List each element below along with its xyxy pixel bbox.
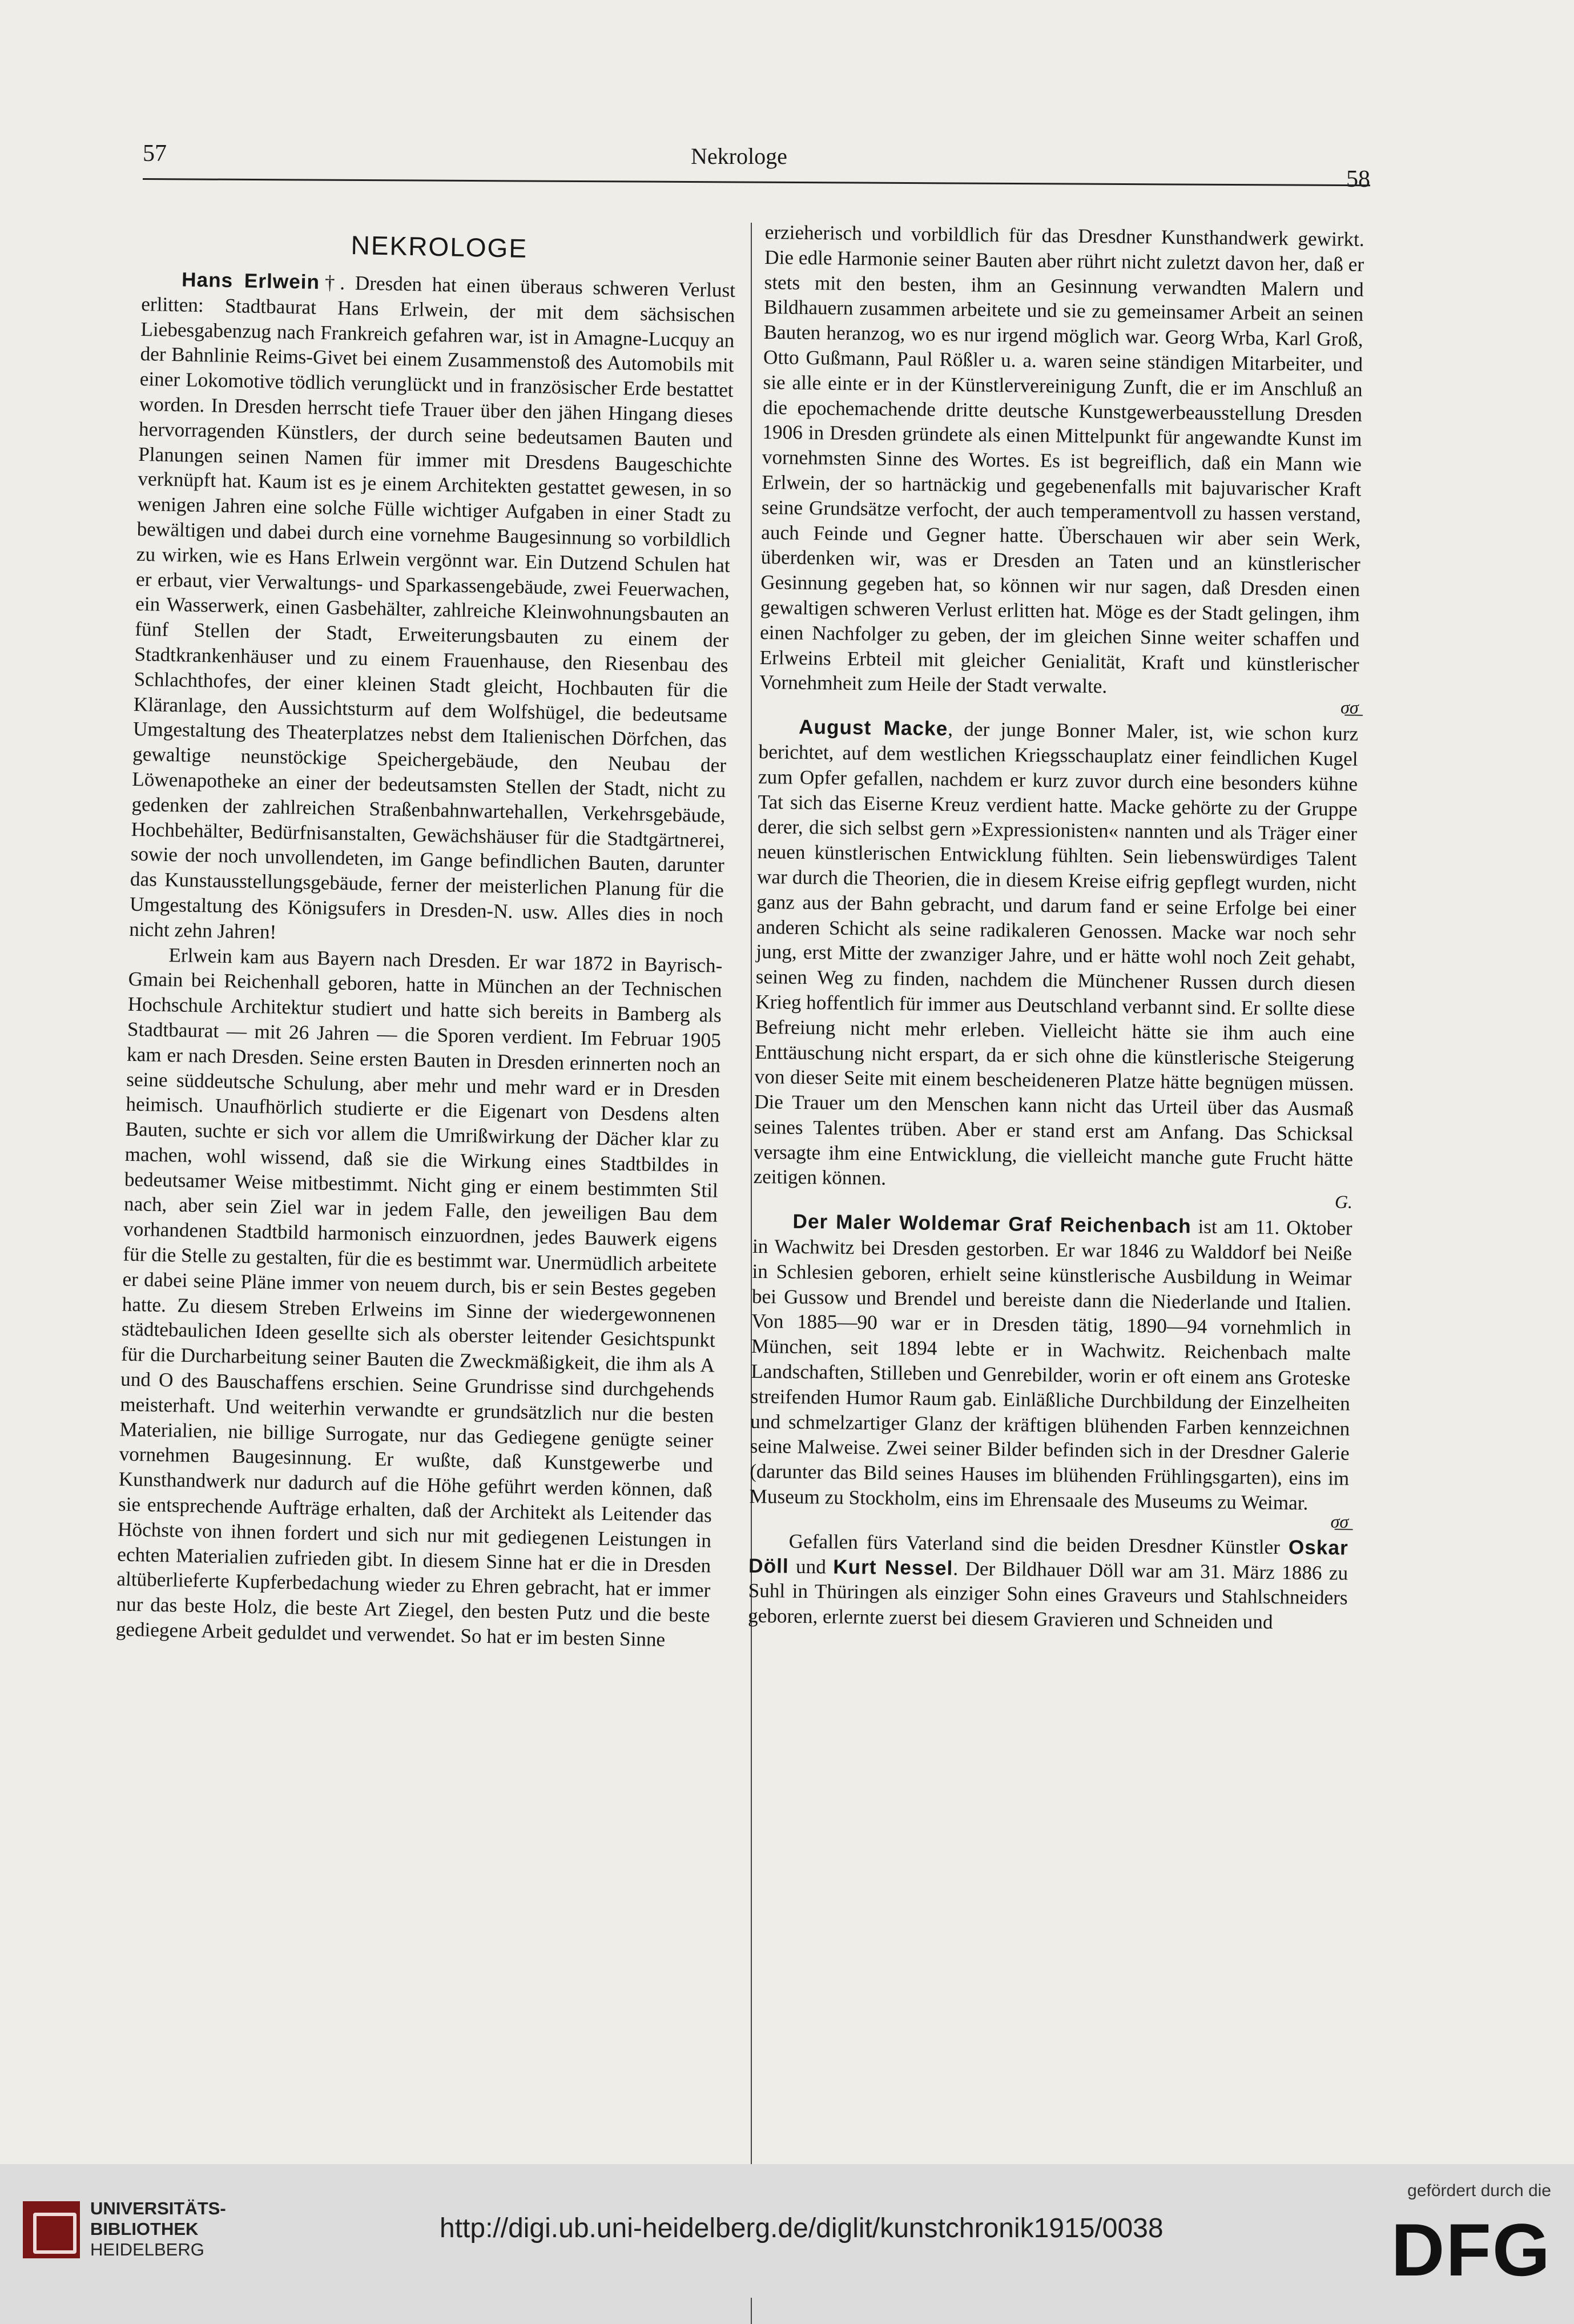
signature-mark: σ̲σ̲ bbox=[1330, 1511, 1349, 1532]
running-title: Nekrologe bbox=[691, 143, 787, 169]
page-number-left: 57 bbox=[143, 140, 167, 167]
obituary-name: Hans Erlwein bbox=[181, 268, 320, 293]
obituary-name: August Macke bbox=[798, 715, 948, 741]
viewer-footer bbox=[0, 2164, 1574, 2298]
library-name-line: HEIDELBERG bbox=[90, 2239, 204, 2259]
page-number-right: 58 bbox=[1346, 166, 1370, 192]
funding-note: gefördert durch die bbox=[1407, 2181, 1551, 2200]
library-name-line: BIBLIOTHEK bbox=[90, 2219, 199, 2239]
obituary-erlwein-p2 bbox=[115, 942, 722, 1653]
dagger-mark: †. bbox=[319, 271, 345, 294]
obituary-erlwein-p1 bbox=[129, 267, 736, 953]
right-column bbox=[748, 220, 1364, 1636]
library-emblem-icon bbox=[23, 2201, 80, 2258]
paragraph-text: und bbox=[788, 1555, 834, 1578]
library-name-line: UNIVERSITÄTS- bbox=[90, 2198, 226, 2218]
left-column bbox=[115, 226, 736, 1653]
obituary-macke bbox=[753, 714, 1358, 1197]
section-title: NEKROLOGE bbox=[351, 230, 528, 263]
paragraph-text: . Der Bildhauer Döll war am 31. März 1886 zu Suhl in Thüringen als einziger Sohn eines Graveurs und Stahlschneiders geboren, erlernte zuerst bei diesem Gravieren und Schneiden und bbox=[747, 1557, 1348, 1634]
paragraph-text: , der junge Bonner Maler, ist, wie schon kurz berichtet, auf dem westlichen Kriegsschauplatz einer feindlichen Kugel zum Opfer gefallen, nachdem er kurz zuvor durch eine besonders kühne Tat sich das Eiserne Kreuz verdient hatte. Macke gehörte zu der Gruppe derer, die sich selbst gern »Expressionisten« nannten und als Träger einer neuen künstlerischen Entwicklung fühlten. Sein liebenswürdiges Talent war durch die Theorien, die in diesem Kreise eifrig gepflegt wurden, nicht ganz aus der Bahn gebracht, und darum fand er seine Erfolge bei einer anderen Schicht als seine radikaleren Genossen. Macke war noch sehr jung, erst Mitte der zwanziger Jahre, und er hätte wohl noch Zeit gehabt, seinen Weg zu finden, nachdem die Münchener Russen durch diesen Krieg hoffentlich für immer aus Deutschland verbannt sind. Er sollte diese Befreiung nicht mehr erleben. Vielleicht hätte sie ihm auch eine Enttäuschung nicht erspart, da er sich ohne die künstlerische Steigerung von dieser Seite mit einem bescheideneren Platze hätte begnügen müssen. Die Trauer um den Menschen kann nicht das Urteil über das Ausmaß seines Talentes trüben. Aber er stand erst am Anfang. Das Schicksal versagte ihm eine Entwicklung, die vielleicht manche gute Frucht hätte zeitigen können. bbox=[753, 718, 1359, 1190]
paragraph-text: Dresden hat einen überaus schweren Verlust erlitten: Stadtbaurat Hans Erlwein, der mit dem sächsischen Liebesgabenzug nach Frankreich gefahren war, ist in Amagne-Lucquy an der Bahnlinie Reims-Givet bei einem Zusammenstoß des Automobils mit einer Lokomotive tödlich verunglückt und in französischer Erde bestattet worden. In Dresden herrscht tiefe Trauer über den jähen Hingang dieses hervorragenden Künstlers, der durch seine bedeutsamen Bauten und Planungen seinen Namen für immer mit Dresdens Baugeschichte verknüpft hat. Kaum ist es je einem Architekten gestattet gewesen, in so wenigen Jahren eine solche Fülle wichtiger Aufgaben in einer Stadt zu bewältigen und dabei durch eine vornehme Baugesinnung so vorbildlich zu wirken, wie es Hans Erlwein vergönnt war. Ein Dutzend Schulen hat er erbaut, vier Verwaltungs- und Sparkassengebäude, zwei Feuerwachen, ein Wasserwerk, einen Gasbehälter, zahlreiche Kleinwohnungsbauten an fünf Stellen der Stadt, Erweiterungsbauten zu einem der Stadtkrankenhäuser und zu einem Frauenhause, den Riesenbau des Schlachthofes, der einer kleinen Stadt gleicht, Hochbauten für die Kläranlage, den Aussichtsturm auf dem Wolfshügel, die bedeutsame Umgestaltung des Theaterplatzes nebst dem Italienischen Dörfchen, das gewaltige neunstöckige Speichergebäude, den Neubau der Löwenapotheke an einer der bedeutsamsten Stellen der Stadt, nicht zu gedenken der zahlreichen Straßenbahnwartehallen, Verkehrsgebäude, Hochbehälter, Bedürfnisanstalten, Gewächshäuser für die Stadtgärtnerei, sowie der noch unvollendeten, im Gange befindlichen Bauten, darunter das Kunstausstellungsgebäude, ferner der meisterlichen Planung für die Umgestaltung des Königsufers in Dresden-N. usw. Alles dies in noch nicht zehn Jahren! bbox=[128, 271, 736, 943]
obituary-name: Der Maler Woldemar Graf Reichenbach bbox=[792, 1211, 1191, 1238]
library-logo[interactable] bbox=[23, 2198, 308, 2267]
obituary-name: Kurt Nessel bbox=[832, 1555, 953, 1579]
paragraph-text: erzieherisch und vorbildlich für das Dresdner Kunsthandwerk gewirkt. Die edle Harmonie seiner Bauten aber rührt nicht zuletzt davon her, daß er stets mit den besten, ihm an Gesinnung verwandten Malern und Bildhauern zusammen arbeitete und sie zu gemeinsamer Arbeit an seinen Bauten heranzog, wo es nur irgend möglich war. Georg Wrba, Karl Groß, Otto Gußmann, Paul Rößler u. a. waren seine ständigen Mitarbeiter, und sie alle einte er in der Künstlervereinigung Zunft, die er im Anschluß an die epochemachende dritte deutsche Kunstgewerbeausstellung Dresden 1906 in Dresden gründete als einen Mittelpunkt für angewandte Kunst im vornehmsten Sinne des Wortes. Es ist begreiflich, daß ein Mann wie Erlwein, der so hartnäckig und gegebenenfalls mit bajuvarischer Kraft seine Grundsätze verfocht, der auch temperamentvoll zu hassen verstand, auch Feinde und Gegner hatte. Überschauen wir aber sein Werk, überdenken wir, was er Dresden an Taten und an künstlerischer Gesinnung gegeben hat, so können wir nur sagen, daß Dresden einen gewaltigen schweren Verlust erlitten hat. Möge es der Stadt gelingen, ihm einen Nachfolger zu geben, der im gleichen Sinne weiter schaffen und Erlweins Erbteil mit gleicher Genialität, Kraft und künstlerischer Vornehmheit zum Heile der Stadt verwalte. bbox=[759, 220, 1364, 698]
paragraph-text: ist am 11. Oktober in Wachwitz bei Dresden gestorben. Er war 1846 zu Walddorf bei Neiße in Schlesien geboren, erhielt seine künstlerische Ausbildung in Weimar bei Gussow und Brendel und bereiste dann die Niederlande und Italien. Von 1885—90 war er in Dresden tätig, 1890—94 vornehmlich in München, seit 1894 lebte er in Wachwitz. Reichenbach malte Landschaften, Stilleben und Genrebilder, worin er oft einem ans Groteske streifenden Humor Raum gab. Einläßliche Durchbildung der Einzelheiten und schmelzartiger Glanz der kräftigen blühenden Farben kennzeichnen seine Malweise. Zwei seiner Bilder befinden sich in der Dresdner Galerie (darunter das Bild seines Hauses im blühenden Frühlingsgarten), eins im Museum zu Stockholm, eins im Ehrensaale des Museums zu Weimar. bbox=[749, 1215, 1352, 1514]
paragraph-text: Gefallen fürs Vaterland sind die beiden Dresdner Künstler bbox=[788, 1530, 1289, 1559]
obituary-doell-nessel bbox=[748, 1529, 1348, 1636]
library-name bbox=[90, 2198, 226, 2260]
dfg-logo[interactable]: DFG bbox=[1391, 2208, 1551, 2291]
obituary-name: Oskar Döll bbox=[748, 1536, 1348, 1578]
signature-initial: G. bbox=[1334, 1191, 1353, 1212]
source-url-link[interactable]: http://digi.ub.uni-heidelberg.de/diglit/kunstchronik1915/0038 bbox=[440, 2213, 1164, 2243]
obituary-erlwein-p3 bbox=[759, 220, 1364, 702]
obituary-reichenbach bbox=[749, 1209, 1352, 1516]
paragraph-text: Erlwein kam aus Bayern nach Dresden. Er war 1872 in Bayrisch-Gmain bei Reichenhall geboren, hatte in München an der Technischen Hochschule Architektur studiert und hatte sich bereits in Bamberg als Stadtbaurat — mit 26 Jahren — die Sporen verdient. Im Februar 1905 kam er nach Dresden. Seine ersten Bauten in Dresden erinnerten noch an seine süddeutsche Schulung, aber mehr und mehr ward er in Dresden heimisch. Unaufhörlich studierte er die Eigenart von Desdens alten Bauten, suchte er sich vor allem die Umrißwirkung der Dächer klar zu machen, wohl wissend, daß sie die Wirkung eines Stadtbildes in bedeutsamer Weise mitbestimmt. Nicht ging er einem bestimmten Stil nach, aber sein Ziel war in jedem Falle, den jeweiligen Bau dem vorhandenen Stadtbild harmonisch einzuordnen, jedes Bauwerk eigens für die Stelle zu gestalten, für die es bestimmt war. Unermüdlich arbeitete er dabei seine Pläne immer von neuem durch, bis er sein Bestes gegeben hatte. Zu diesem Streben Erlweins im Sinne der wiedergewonnenen städtebaulichen Ideen gesellte sich als oberster leitender Gesichtspunkt für die Durcharbeitung seiner Bauten die Zweckmäßigkeit, die ihm als A und O des Bauschaffens erschien. Seine Grundrisse sind durchgehends meisterhaft. Und weiterhin verwandte er grundsätzlich nur die besten Materialien, nie billige Surrogate, nur das Gediegene genügte seiner vornehmen Baugesinnung. Er wußte, daß Kunstgewerbe und Kunsthandwerk nur dadurch auf die Höhe geführt werden können, daß sie entsprechende Aufträge erhalten, daß der Architekt als Leitender das Höchste von ihnen fordert und sich nur mit gediegenen Leistungen in echten Materialien zufrieden gibt. In diesem Sinne hat er die in Dresden altüberlieferte Kupferbedachung wieder zu Ehren gebracht, hat er immer nur das beste Holz, die beste Art Ziegel, den besten Putz und die beste gediegene Arbeit geduldet und verwendet. So hat er im besten Sinne bbox=[115, 943, 723, 1651]
signature-mark: σ̲σ̲ bbox=[1340, 697, 1359, 718]
